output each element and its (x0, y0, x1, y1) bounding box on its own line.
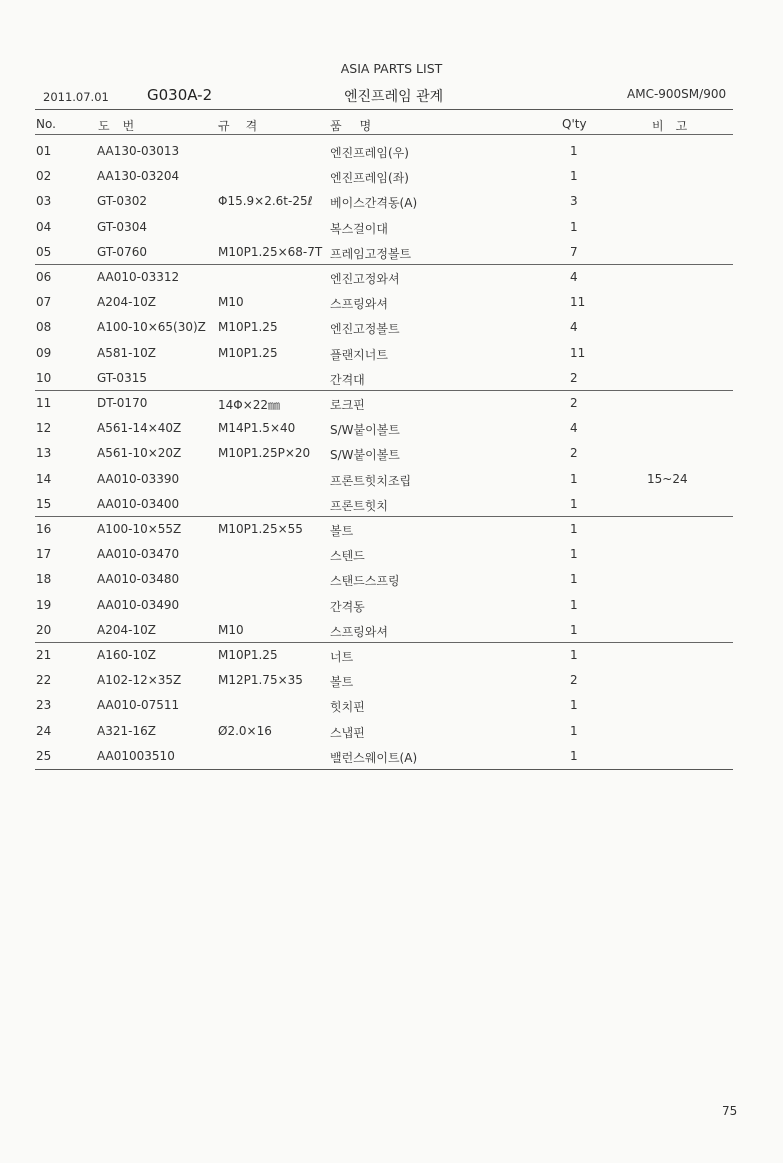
drawing-number-cell: A204-10Z (97, 622, 156, 637)
table-row (0, 669, 783, 694)
part-name-cell: 스탠드스프링 (330, 574, 400, 589)
part-number-cell: 01 (36, 144, 52, 158)
column-header-drawing: 도번 (98, 119, 148, 133)
drawing-number-cell: GT-0760 (97, 244, 147, 259)
quantity-cell: 1 (570, 219, 578, 234)
part-number-cell: 06 (36, 270, 52, 284)
table-row (0, 619, 783, 644)
quantity-cell: 1 (570, 471, 578, 486)
quantity-cell: 1 (570, 522, 578, 536)
part-number-cell: 25 (36, 748, 52, 763)
specification-cell: Ø2.0×16 (218, 723, 272, 738)
drawing-number-cell: A561-10×20Z (97, 446, 182, 461)
specification-cell: M10P1.25×55 (218, 522, 303, 536)
table-row (0, 543, 783, 568)
specification-cell: M10P1.25 (218, 648, 278, 662)
table-row (0, 291, 783, 316)
part-number-cell: 24 (36, 723, 52, 738)
table-row (0, 694, 783, 719)
table-row (0, 644, 783, 669)
table-row (0, 367, 783, 392)
part-number-cell: 17 (36, 547, 52, 562)
part-number-cell: 10 (36, 370, 52, 385)
table-row (0, 442, 783, 467)
part-name-cell: 스냅핀 (330, 725, 365, 740)
table-bottom-rule (35, 769, 733, 770)
drawing-number-cell: GT-0315 (97, 370, 147, 385)
quantity-cell: 2 (570, 396, 578, 410)
group-divider (35, 390, 733, 391)
quantity-cell: 11 (570, 345, 586, 360)
drawing-number-cell: A100-10×55Z (97, 522, 182, 536)
part-number-cell: 07 (36, 295, 52, 310)
quantity-cell: 1 (570, 597, 578, 612)
column-header-no: No. (36, 117, 56, 131)
group-divider (35, 264, 733, 265)
table-row (0, 568, 783, 593)
specification-cell: M10P1.25 (218, 345, 278, 360)
drawing-number-cell: AA010-03400 (97, 496, 180, 511)
quantity-cell: 1 (570, 572, 578, 587)
drawing-number-cell: A321-16Z (97, 723, 156, 738)
remarks-cell: 15~24 (647, 471, 688, 486)
quantity-cell: 3 (570, 194, 578, 209)
quantity-cell: 2 (570, 673, 578, 688)
quantity-cell: 1 (570, 169, 578, 184)
quantity-cell: 1 (570, 723, 578, 738)
part-name-cell: 힛치핀 (330, 700, 365, 715)
page-title: ASIA PARTS LIST (340, 61, 443, 76)
specification-cell: M14P1.5×40 (218, 421, 296, 436)
part-number-cell: 22 (36, 673, 52, 688)
part-number-cell: 12 (36, 421, 52, 436)
part-name-cell: 간격대 (330, 372, 365, 387)
column-header-name: 품명 (330, 119, 390, 133)
page-number: 75 (722, 1104, 738, 1118)
specification-cell: M10P1.25P×20 (218, 446, 311, 461)
part-name-cell: 프레임고정볼트 (330, 246, 412, 261)
specification-cell: M10P1.25×68-7T (218, 244, 323, 259)
part-number-cell: 03 (36, 194, 52, 209)
part-name-cell: S/W붙이볼트 (330, 423, 400, 438)
quantity-cell: 11 (570, 295, 586, 310)
part-number-cell: 15 (36, 496, 52, 511)
part-name-cell: 로크핀 (330, 398, 365, 412)
part-number-cell: 13 (36, 446, 52, 461)
drawing-number-cell: AA130-03013 (97, 144, 180, 158)
specification-cell: Φ15.9×2.6t-25ℓ (218, 194, 313, 209)
part-name-cell: 엔진프레임(우) (330, 146, 409, 160)
part-name-cell: 복스걸이대 (330, 221, 388, 236)
part-number-cell: 16 (36, 522, 52, 536)
drawing-number-cell: AA010-03470 (97, 547, 180, 562)
table-row (0, 342, 783, 367)
table-row (0, 720, 783, 745)
part-number-cell: 02 (36, 169, 52, 184)
quantity-cell: 4 (570, 320, 578, 335)
table-row (0, 316, 783, 341)
column-header-spec: 규격 (218, 119, 274, 133)
drawing-number-cell: AA010-03390 (97, 471, 180, 486)
column-header-remarks: 비고 (652, 119, 700, 133)
part-number-cell: 19 (36, 597, 52, 612)
part-name-cell: 밸런스웨이트(A) (330, 750, 418, 765)
part-name-cell: 엔진프레임(좌) (330, 171, 409, 186)
quantity-cell: 1 (570, 748, 578, 763)
drawing-number-cell: AA130-03204 (97, 169, 180, 184)
quantity-cell: 4 (570, 270, 578, 284)
drawing-number-cell: A102-12×35Z (97, 673, 182, 688)
part-number-cell: 20 (36, 622, 52, 637)
specification-cell: M10 (218, 295, 244, 310)
header-bottom-rule (35, 134, 733, 135)
quantity-cell: 7 (570, 244, 578, 259)
drawing-number-cell: AA010-03312 (97, 270, 180, 284)
column-header-qty: Q'ty (562, 117, 587, 131)
drawing-number-cell: GT-0304 (97, 219, 147, 234)
part-number-cell: 11 (36, 396, 52, 410)
drawing-number-cell: AA010-03490 (97, 597, 180, 612)
table-row (0, 165, 783, 190)
quantity-cell: 2 (570, 370, 578, 385)
specification-cell: M10P1.25 (218, 320, 278, 335)
part-name-cell: 간격동 (330, 599, 365, 614)
specification-cell: M12P1.75×35 (218, 673, 303, 688)
quantity-cell: 4 (570, 421, 578, 436)
quantity-cell: 1 (570, 547, 578, 562)
model-number: AMC-900SM/900 (627, 87, 727, 101)
drawing-number-cell: DT-0170 (97, 396, 148, 410)
quantity-cell: 1 (570, 698, 578, 713)
part-number-cell: 05 (36, 244, 52, 259)
part-name-cell: S/W붙이볼트 (330, 448, 400, 463)
section-title: 엔진프레임 관계 (344, 89, 444, 105)
table-row (0, 190, 783, 215)
table-row (0, 266, 783, 291)
part-name-cell: 베이스간격동(A) (330, 196, 418, 211)
part-number-cell: 21 (36, 648, 52, 662)
part-name-cell: 너트 (330, 650, 354, 664)
part-number-cell: 08 (36, 320, 52, 335)
drawing-number-cell: AA010-07511 (97, 698, 180, 713)
part-name-cell: 플랜지너트 (330, 347, 388, 362)
quantity-cell: 1 (570, 144, 578, 158)
group-divider (35, 516, 733, 517)
specification-cell: 14Φ×22㎜ (218, 398, 281, 412)
document-date: 2011.07.01 (43, 90, 109, 104)
specification-cell: M10 (218, 622, 244, 637)
part-name-cell: 스프링와셔 (330, 624, 388, 639)
table-row (0, 241, 783, 266)
table-row (0, 493, 783, 518)
table-row (0, 468, 783, 493)
quantity-cell: 1 (570, 648, 578, 662)
drawing-number-cell: A100-10×65(30)Z (97, 320, 206, 335)
table-row (0, 745, 783, 770)
part-name-cell: 프론트힛치 (330, 498, 388, 513)
group-divider (35, 642, 733, 643)
table-row (0, 392, 783, 417)
part-name-cell: 엔진고정와셔 (330, 272, 400, 286)
table-row (0, 594, 783, 619)
part-name-cell: 볼트 (330, 524, 354, 538)
part-name-cell: 스프링와셔 (330, 297, 388, 312)
table-row (0, 216, 783, 241)
drawing-number-cell: A204-10Z (97, 295, 156, 310)
header-top-rule (35, 109, 733, 110)
drawing-number-cell: GT-0302 (97, 194, 147, 209)
part-number-cell: 09 (36, 345, 52, 360)
part-name-cell: 프론트힛치조립 (330, 473, 412, 488)
drawing-number-cell: AA01003510 (97, 748, 175, 763)
quantity-cell: 2 (570, 446, 578, 461)
drawing-number-cell: A581-10Z (97, 345, 156, 360)
part-name-cell: 엔진고정볼트 (330, 322, 400, 337)
part-name-cell: 스텐드 (330, 549, 365, 564)
table-row (0, 417, 783, 442)
table-row (0, 518, 783, 543)
drawing-number-cell: A160-10Z (97, 648, 156, 662)
part-number-cell: 23 (36, 698, 52, 713)
quantity-cell: 1 (570, 622, 578, 637)
table-row (0, 140, 783, 165)
part-number-cell: 04 (36, 219, 52, 234)
drawing-number-cell: AA010-03480 (97, 572, 180, 587)
drawing-number-cell: A561-14×40Z (97, 421, 182, 436)
part-name-cell: 볼트 (330, 675, 354, 690)
quantity-cell: 1 (570, 496, 578, 511)
part-number-cell: 18 (36, 572, 52, 587)
section-code: G030A-2 (147, 86, 213, 104)
part-number-cell: 14 (36, 471, 52, 486)
